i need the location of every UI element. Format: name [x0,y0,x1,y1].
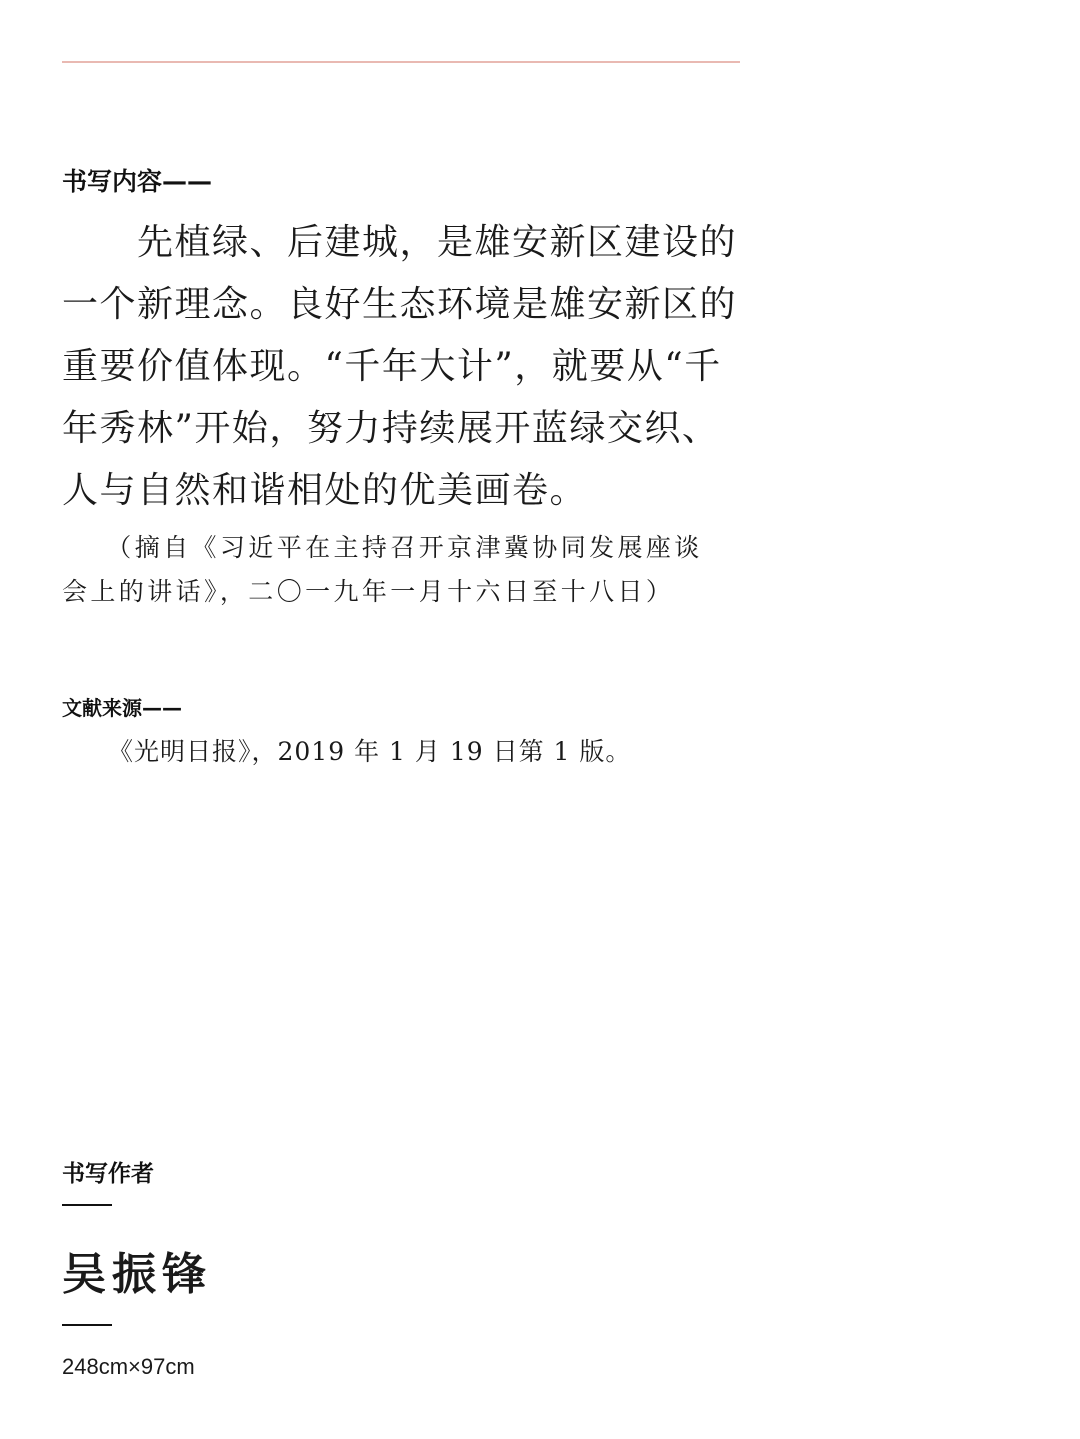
author-name: 吴振锋 [62,1249,212,1300]
size-divider [62,1324,112,1326]
content-line: 一个新理念。良好生态环境是雄安新区的 [62,284,738,325]
content-line: 年秀林”开始，努力持续展开蓝绿交织、 [62,408,720,449]
source-text: 《光明日报》，2019 年 1 月 19 日第 1 版。 [108,737,632,766]
source-label: 文献来源—— [62,696,182,720]
content-line: 重要价值体现。“千年大计”，就要从“千 [62,346,722,387]
author-divider [62,1204,112,1206]
content-text [62,212,752,522]
artwork-dimensions: 248cm×97cm [62,1354,195,1379]
top-divider [62,61,740,63]
citation-line: 会上的讲话》，二〇一九年一月十六日至十八日） [62,577,675,606]
content-line: 先植绿、后建城，是雄安新区建设的 [62,222,738,263]
content-line: 人与自然和谐相处的优美画卷。 [62,470,588,511]
author-label: 书写作者 [62,1161,154,1187]
citation [62,526,752,614]
citation-line: （摘自《习近平在主持召开京津冀协同发展座谈 [62,533,703,562]
content-label: 书写内容—— [62,167,213,196]
